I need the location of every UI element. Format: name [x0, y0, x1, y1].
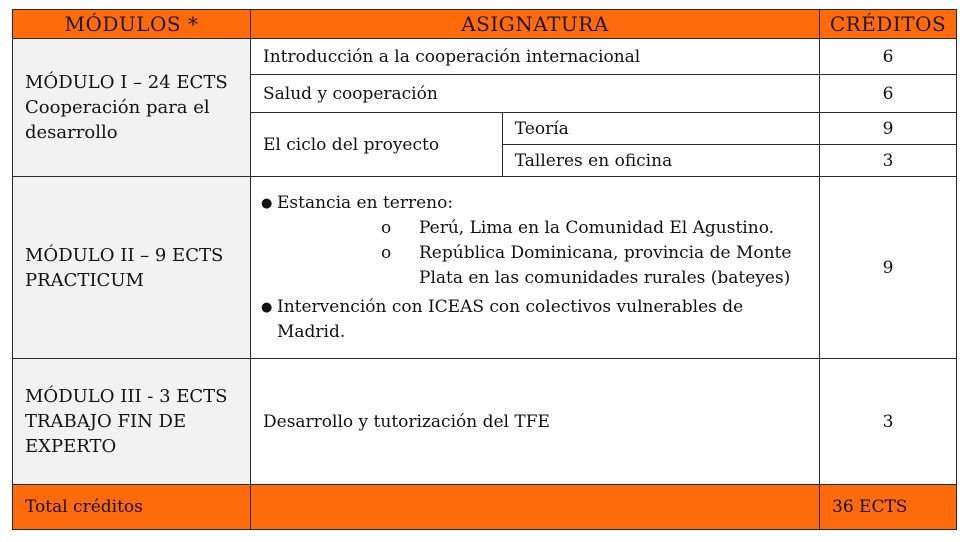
footer-row	[13, 485, 957, 530]
modulo-3-cell	[13, 359, 251, 485]
header-row	[13, 10, 957, 39]
credits-cell: 9	[820, 177, 957, 359]
table-row	[13, 177, 957, 359]
modulo-2-cell	[13, 177, 251, 359]
modulo-3-title: MÓDULO III - 3 ECTS	[25, 386, 228, 407]
credits-cell: 3	[820, 359, 957, 485]
practicum-cell	[251, 177, 820, 359]
modulo-2-subtitle: PRACTICUM	[25, 269, 144, 291]
sub-bullet-text: República Dominicana, provincia de Monte Plata en las comunidades rurales (bateyes)	[419, 242, 792, 288]
header-creditos: CRÉDITOS	[820, 10, 957, 39]
subject-part-cell: Talleres en oficina	[502, 145, 819, 177]
credits-cell: 6	[820, 39, 957, 75]
bullet-text: Estancia en terreno:	[277, 192, 454, 213]
sub-bullet-item	[261, 216, 809, 241]
table-row	[13, 39, 957, 75]
footer-empty-cell	[251, 485, 820, 530]
bullet-text-continuation: Madrid.	[277, 321, 346, 342]
modulo-2-title: MÓDULO II – 9 ECTS	[25, 244, 224, 266]
bullet-icon: ●	[261, 299, 273, 315]
total-value: 36 ECTS	[820, 485, 957, 530]
circle-bullet-icon: o	[381, 242, 392, 263]
subject-cell: Salud y cooperación	[251, 75, 820, 113]
total-label: Total créditos	[13, 485, 251, 530]
credits-table	[12, 9, 957, 530]
bullet-item	[261, 191, 809, 216]
credits-cell: 6	[820, 75, 957, 113]
subject-cell: Introducción a la cooperación internacional	[251, 39, 820, 75]
subject-cell: Desarrollo y tutorización del TFE	[251, 359, 820, 485]
sub-bullet-item	[261, 241, 809, 291]
header-asignatura: ASIGNATURA	[251, 10, 820, 39]
bullet-icon: ●	[261, 195, 273, 211]
header-modulos: MÓDULOS *	[13, 10, 251, 39]
modulo-1-subtitle: Cooperación para el desarrollo	[25, 97, 210, 143]
modulo-1-cell	[13, 39, 251, 177]
modulo-3-subtitle: TRABAJO FIN DE EXPERTO	[25, 411, 187, 457]
sub-bullet-text: Perú, Lima en la Comunidad El Agustino.	[419, 217, 775, 238]
subject-cell-ciclo: El ciclo del proyecto	[251, 113, 503, 177]
table-row	[13, 359, 957, 485]
credits-cell: 9	[820, 113, 957, 145]
bullet-item	[261, 295, 809, 320]
subject-part-cell: Teoría	[502, 113, 819, 145]
bullet-text: Intervención con ICEAS con colectivos vulnerables de	[277, 296, 744, 317]
circle-bullet-icon: o	[381, 217, 392, 238]
modulo-1-title: MÓDULO I – 24 ECTS	[25, 72, 228, 93]
credits-cell: 3	[820, 145, 957, 177]
